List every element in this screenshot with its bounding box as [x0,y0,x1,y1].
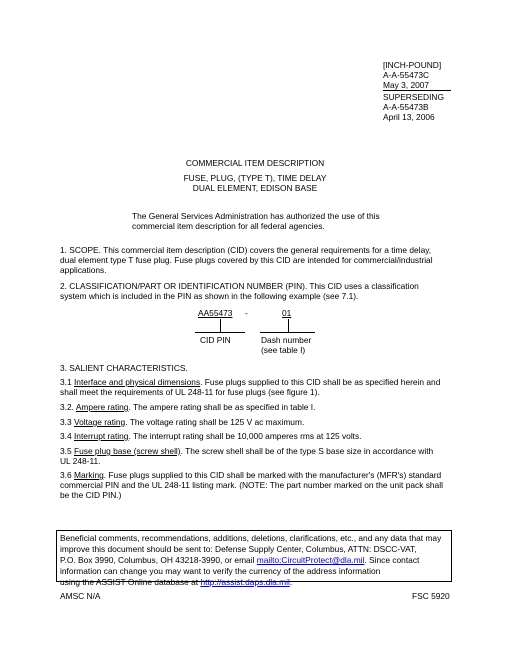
pin-base-bracket [195,332,245,333]
superseding-line: A-A-55473B [383,102,429,112]
email-link[interactable]: mailto:CircuitProtect@dla.mil [256,555,365,565]
scope-line: dual element type T fuse plug. Fuse plugs covered by this CID are intended for commercial/industrial [60,255,433,265]
classification-line: system which is included in the PIN as shown in the following example (see 7.1). [60,291,359,301]
pin-number-leader [288,319,289,332]
section-title: Ampere rating [75,402,129,412]
authorization-line1: The General Services Administration has authorized the use of this [132,211,380,221]
see-table-label: (see table I) [261,345,306,355]
section-3-6: 3.6 Marking. Fuse plugs supplied to this CID shall be marked with the manufacturer's (MFR's) standard commercial PIN and the UL 248-11 listing mark. (NOTE: The part number marked on the unit pack shall be the CID PIN.) [60,470,443,500]
document-type: COMMERCIAL ITEM DESCRIPTION [185,158,325,168]
header-divider [383,90,451,91]
pin-example-diagram [190,308,330,358]
scope-line: 1. SCOPE. This commercial item description (CID) covers the general requirements for a time delay, [60,245,432,255]
section-3-2: 3.2. Ampere rating. The ampere rating shall be as specified in table I. [60,402,316,412]
section-title: Voltage rating [73,417,126,427]
pin-base: AA55473 [198,308,233,318]
section-title: Marking [73,470,104,480]
header-line: [INCH-POUND] [383,60,442,70]
header-line: May 3, 2007 [383,80,430,90]
classification-line: 2. CLASSIFICATION/PART OR IDENTIFICATION NUMBER (PIN). This CID uses a classification [60,281,419,291]
section-title: Interface and physical dimensions [73,377,201,387]
section-3-3: 3.3 Voltage rating. The voltage rating shall be 125 V ac maximum. [60,417,305,427]
dash-number-label: Dash number [261,335,312,345]
section-3-1: 3.1 Interface and physical dimensions. Fuse plugs supplied to this CID shall be as specified herein and shall meet the requirements of UL 248-11 for fuse plugs (see figure 1). [60,377,441,397]
footer-amsc: AMSC N/A [60,591,101,601]
footer-fsc: FSC 5920 [412,591,450,601]
section-3-4: 3.4 Interrupt rating. The interrupt rating shall be 10,000 amperes rms at 125 volts. [60,431,362,441]
pin-number-bracket [260,332,315,333]
cid-pin-label: CID PIN [200,335,231,345]
comments-notice-box: Beneficial comments, recommendations, additions, deletions, clarifications, etc., and any data that may improve this document should be sent to: Defense Supply Center, Columbus, ATTN: DSCC-VAT, P.O. Box 3990, Columbus, OH 43218-3990, or email mailto:CircuitProtect@dla.mil. Since contact information can change you may want to verify the currency of the address information using the ASSIST Online database at http://assist.daps.dla.mil. [56,530,452,582]
document-header [383,60,455,122]
authorization-line2: commercial item description for all federal agencies. [132,221,325,231]
section-title: Fuse plug base (screw shell) [73,446,181,456]
pin-base-leader [220,319,221,332]
superseding-line: SUPERSEDING [383,92,444,102]
assist-url-link[interactable]: http://assist.daps.dla.mil [200,577,290,587]
section-title: Interrupt rating [73,431,129,441]
scope-line: applications. [60,265,107,275]
section-3-5: 3.5 Fuse plug base (screw shell). The screw shell shall be of the type S base size in accordance with UL 248-11. [60,446,434,466]
document-title-line1: FUSE, PLUG, (TYPE T), TIME DELAY [183,173,327,183]
pin-dash: - [245,308,248,318]
salient-heading: 3. SALIENT CHARACTERISTICS. [60,363,188,373]
classification-paragraph [60,281,452,301]
document-title-line2: DUAL ELEMENT, EDISON BASE [192,183,318,193]
pin-dash-number: 01 [282,308,292,318]
superseding-line: April 13, 2006 [383,112,435,122]
header-line: A-A-55473C [383,70,430,80]
scope-paragraph [60,245,452,275]
